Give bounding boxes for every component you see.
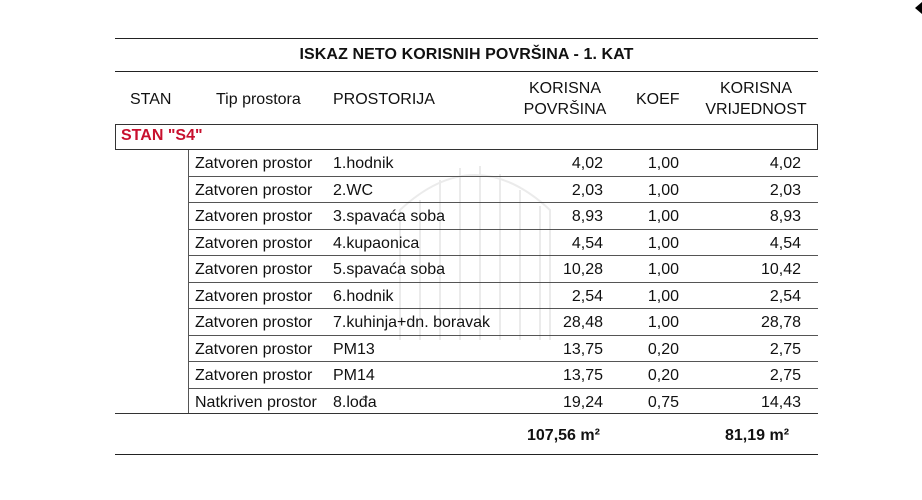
table-row	[115, 336, 818, 363]
header-korisna-vrijednost-line2: VRIJEDNOST	[705, 101, 807, 118]
cell-povrsina: 13,75	[562, 367, 603, 384]
cell-povrsina: 13,75	[562, 340, 603, 358]
total-vrijednost: 81,19 m²	[725, 427, 790, 444]
cell-povrsina: 8,93	[571, 208, 603, 225]
cell-prostorija: 4.kupaonica	[333, 234, 420, 252]
cell-koef: 1,00	[647, 181, 679, 199]
cell-vrijednost: 14,43	[760, 393, 801, 411]
cell-vrijednost: 2,54	[769, 287, 801, 305]
cell-vrijednost: 28,78	[760, 314, 801, 331]
cell-tip: Zatvoren prostor	[195, 340, 313, 358]
cell-koef: 1,00	[647, 261, 679, 278]
cell-povrsina: 4,02	[571, 155, 603, 172]
header-korisna-povrsina	[513, 78, 617, 120]
header-tip-prostora: Tip prostora	[216, 91, 301, 108]
cell-vrijednost: 2,03	[769, 181, 801, 199]
collapse-arrow-icon[interactable]	[915, 2, 922, 14]
cell-tip: Zatvoren prostor	[195, 287, 313, 305]
top-rule	[115, 38, 818, 39]
header-stan: STAN	[130, 91, 172, 108]
cell-koef: 0,20	[647, 367, 679, 384]
cell-povrsina: 10,28	[562, 261, 603, 278]
cell-povrsina: 4,54	[571, 234, 603, 252]
cell-vrijednost: 8,93	[769, 208, 801, 225]
cell-vrijednost: 10,42	[760, 261, 801, 278]
header-korisna-povrsina-line1: KORISNA	[528, 80, 601, 97]
cell-koef: 1,00	[647, 287, 679, 305]
cell-prostorija: 8.lođa	[333, 393, 377, 411]
cell-tip: Zatvoren prostor	[195, 314, 313, 331]
cell-prostorija: 2.WC	[333, 181, 373, 199]
table-row	[115, 177, 818, 204]
cell-koef: 1,00	[647, 314, 679, 331]
table-row	[115, 389, 818, 416]
title-rule	[115, 71, 818, 72]
cell-tip: Zatvoren prostor	[195, 367, 313, 384]
section-stan-s4	[115, 124, 818, 150]
table-row	[115, 230, 818, 257]
cell-prostorija: 3.spavaća soba	[333, 208, 446, 225]
cell-vrijednost: 4,02	[769, 155, 801, 172]
cell-prostorija: 1.hodnik	[333, 155, 394, 172]
cell-koef: 0,75	[647, 393, 679, 411]
cell-povrsina: 19,24	[562, 393, 603, 411]
cell-vrijednost: 4,54	[769, 234, 801, 252]
cell-tip: Zatvoren prostor	[195, 181, 313, 199]
cell-vrijednost: 2,75	[769, 340, 801, 358]
table-row	[115, 150, 818, 177]
table-row	[115, 256, 818, 283]
bottom-rule	[115, 454, 818, 455]
cell-koef: 1,00	[647, 155, 679, 172]
cell-tip: Zatvoren prostor	[195, 208, 313, 225]
cell-prostorija: 6.hodnik	[333, 287, 394, 305]
cell-prostorija: PM14	[333, 367, 375, 384]
cell-prostorija: 7.kuhinja+dn. boravak	[333, 314, 490, 331]
cell-vrijednost: 2,75	[769, 367, 801, 384]
cell-prostorija: PM13	[333, 340, 375, 358]
cell-tip: Natkriven prostor	[195, 393, 317, 411]
cell-povrsina: 28,48	[562, 314, 603, 331]
header-prostorija: PROSTORIJA	[333, 91, 435, 108]
section-label: STAN "S4"	[121, 127, 203, 144]
total-povrsina: 107,56 m²	[527, 427, 600, 444]
cell-koef: 0,20	[647, 340, 679, 358]
cell-povrsina: 2,03	[571, 181, 603, 199]
table-row	[115, 203, 818, 230]
table-row	[115, 309, 818, 336]
cell-koef: 1,00	[647, 208, 679, 225]
table-row	[115, 362, 818, 389]
cell-prostorija: 5.spavaća soba	[333, 261, 446, 278]
cell-povrsina: 2,54	[571, 287, 603, 305]
cell-tip: Zatvoren prostor	[195, 155, 313, 172]
table-row	[115, 283, 818, 310]
cell-tip: Zatvoren prostor	[195, 234, 313, 252]
cell-tip: Zatvoren prostor	[195, 261, 313, 278]
header-koef: KOEF	[636, 91, 680, 108]
header-korisna-vrijednost-line1: KORISNA	[719, 80, 792, 97]
header-korisna-vrijednost	[698, 78, 814, 120]
table-title: ISKAZ NETO KORISNIH POVRŠINA - 1. KAT	[299, 46, 634, 63]
cell-koef: 1,00	[647, 234, 679, 252]
header-korisna-povrsina-line2: POVRŠINA	[523, 101, 607, 118]
